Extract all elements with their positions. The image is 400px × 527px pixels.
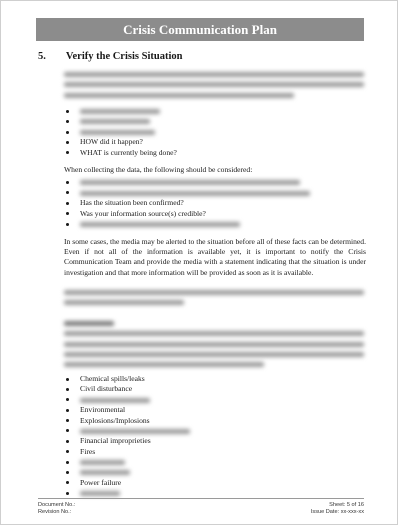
list-item-text: Power failure: [80, 477, 122, 487]
list-item-text: HOW did it happen?: [80, 137, 143, 147]
list-item: [64, 436, 366, 446]
list-item: [64, 117, 366, 127]
blurred-intro-paragraph: [64, 69, 366, 100]
list-item: [64, 478, 366, 488]
list-item: [64, 137, 366, 147]
list-item-text: Explosions/Implosions: [80, 415, 150, 425]
blurred-text: [80, 191, 310, 196]
list-item: [64, 148, 366, 158]
question-list: [64, 106, 366, 158]
list-item: [64, 468, 366, 478]
list-item-text: Fires: [80, 446, 96, 456]
blurred-text: [80, 109, 160, 114]
list-item: [64, 127, 366, 137]
list-item: [64, 219, 366, 229]
considerations-list: [64, 178, 366, 230]
blurred-text: [80, 180, 300, 185]
list-item: [64, 188, 366, 198]
list-item: [64, 198, 366, 208]
document-number: Document No.:: [38, 502, 76, 508]
list-item-text: Has the situation been confirmed?: [80, 198, 184, 208]
blurred-text: [80, 130, 155, 135]
sheet-number: Sheet: 5 of 16: [329, 502, 364, 508]
blurred-text: [80, 222, 240, 227]
list-item: [64, 457, 366, 467]
list-item: [64, 395, 366, 405]
section-number: 5.: [38, 51, 46, 62]
media-paragraph: In some cases, the media may be alerted to the situation before all of these facts can be determined. Even if not all of the information is available yet, it is important to notify the Crisis Communication Team and provide the media with a statement indicating that the situation is under investigation and that more information will be provided as soon as it is available.: [64, 236, 366, 277]
list-item-text: WHAT is currently being done?: [80, 147, 177, 157]
footer-right: [311, 502, 364, 516]
list-item-text: Civil disturbance: [80, 384, 133, 394]
list-item-text: Chemical spills/leaks: [80, 374, 145, 383]
document-title: Crisis Communication Plan: [36, 18, 364, 41]
blurred-subsection: [64, 318, 366, 370]
footer-left: [38, 502, 75, 516]
issue-date: Issue Date: xx-xxx-xx: [310, 509, 364, 515]
list-item-text: Environmental: [80, 405, 126, 415]
list-item: [64, 405, 366, 415]
list-item-text: Financial improprieties: [80, 436, 151, 446]
section-heading: [38, 51, 182, 62]
revision-number: Revision No.:: [38, 509, 72, 515]
blurred-paragraph-2: [64, 287, 366, 308]
list-item: [64, 426, 366, 436]
blurred-text: [80, 119, 150, 124]
blurred-text: [80, 460, 125, 465]
blurred-text: [80, 429, 190, 434]
list-item: [64, 447, 366, 457]
list-item: [64, 416, 366, 426]
blurred-text: [80, 398, 150, 403]
crisis-types-list: [64, 374, 366, 499]
collecting-intro: When collecting the data, the following should be considered:: [64, 165, 253, 175]
list-item: [64, 178, 366, 188]
list-item: [64, 209, 366, 219]
section-title: Verify the Crisis Situation: [65, 51, 183, 62]
list-item: [64, 106, 366, 116]
blurred-text: [80, 491, 120, 496]
blurred-text: [80, 470, 130, 475]
section-content: [64, 69, 366, 506]
list-item: [64, 384, 366, 394]
list-item: [64, 374, 366, 384]
list-item-text: Was your information source(s) credible?: [80, 208, 206, 218]
page-footer: [38, 498, 364, 516]
